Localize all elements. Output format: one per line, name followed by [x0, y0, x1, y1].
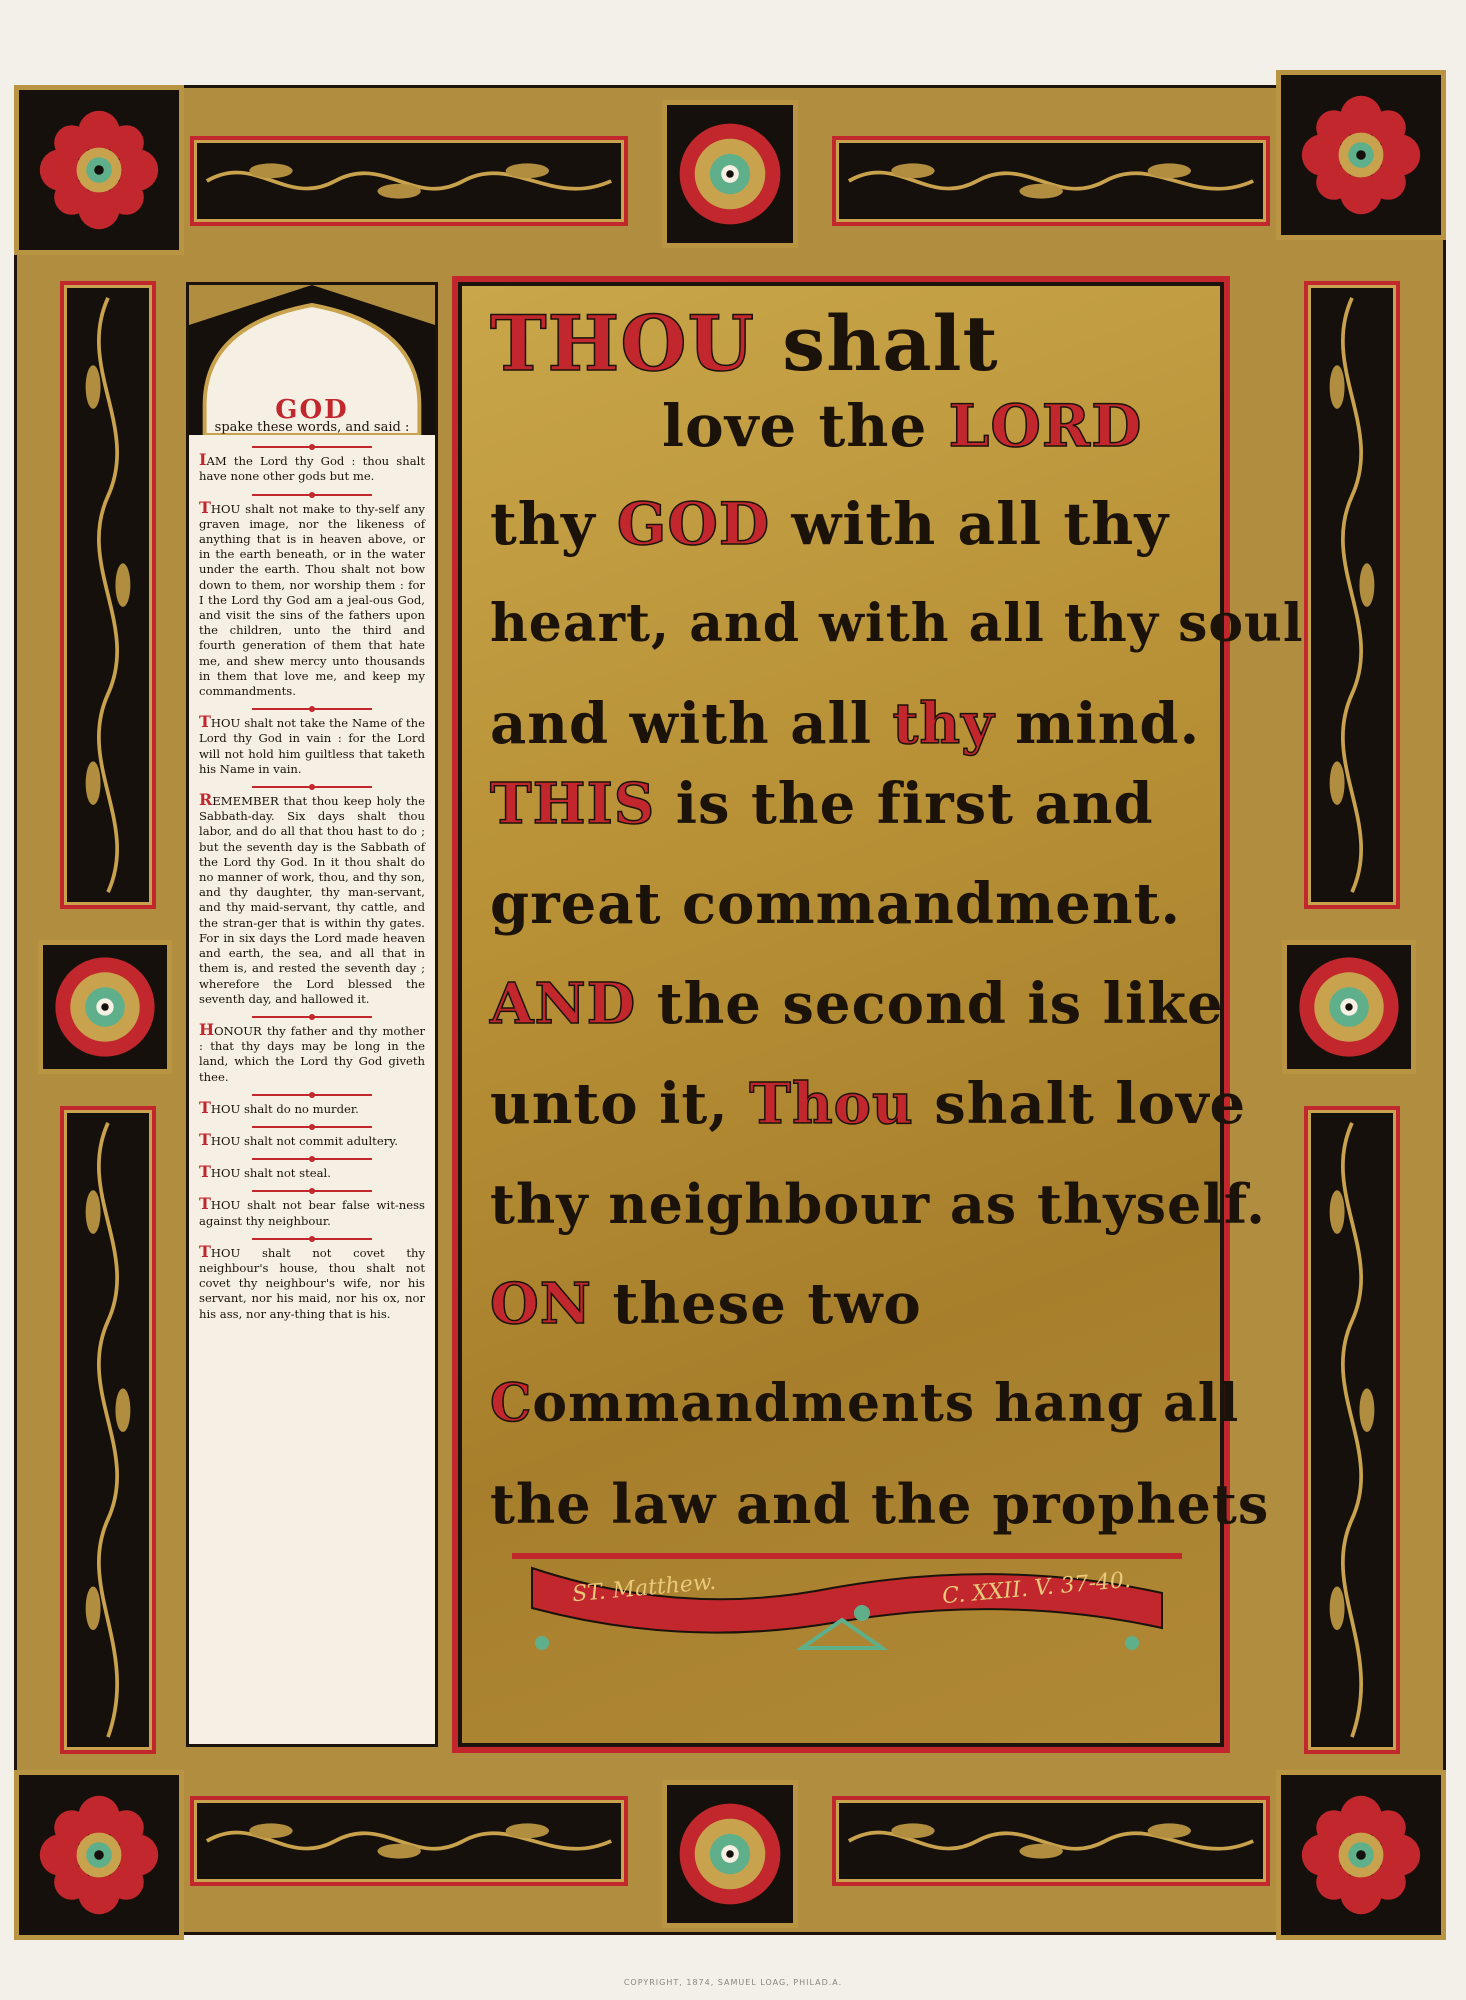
commandment-text: HOU shalt not commit adultery.	[210, 1133, 398, 1148]
commandments-text	[199, 395, 425, 1322]
vine-ornament	[67, 1113, 149, 1747]
drop-cap: I	[199, 450, 207, 470]
scripture-line-4	[490, 574, 1304, 674]
commandment-divider	[199, 1088, 425, 1096]
flower-medallion-icon	[667, 105, 793, 243]
scripture-line-2	[662, 376, 1362, 476]
commandment-divider	[199, 1010, 425, 1018]
line-text: love the	[662, 392, 949, 460]
commandment-text: HOU shalt not make to thy-self any graven image, nor the likeness of anything that is in heaven above, or in the earth beneath, or in the water under the earth. Thou shalt not bow down to them, nor worship them : for I the Lord thy God am a jeal-ous God, and visit the sins of the fathers upon the children, unto the third and fourth generation of them that hate me, and shew mercy unto thousands in them that love me, and keep my commandments.	[199, 501, 425, 699]
line-text: these two	[591, 1271, 922, 1337]
commandment-divider	[199, 440, 425, 448]
drop-cap: T	[199, 1241, 211, 1261]
great-commandment-panel	[458, 282, 1304, 1747]
illuminated-word: Thou	[749, 1071, 914, 1137]
corner-rosette-top-left	[14, 85, 184, 255]
commandment-6	[199, 1097, 425, 1117]
scripture-line-3	[490, 474, 1190, 574]
ten-commandments-column	[186, 282, 438, 1747]
commandment-9	[199, 1196, 425, 1228]
medallion-left	[38, 940, 172, 1074]
commandment-text: EMEMBER that thou keep holy the Sabbath-day. Six days shalt thou labor, and do all that thou hast to do ; but the seventh day is the Sabbath of the Lord thy God. In it thou shalt do no manner of work, thou, and thy son, and thy daughter, thy man-servant, and thy maid-servant, thy cattle, and the stran-ger that is within thy gates. For in six days the Lord made heaven and earth, the sea, and all that in them is, and rested the seventh day ; wherefore the Lord blessed the seventh day, and hallowed it.	[199, 794, 425, 1006]
commandment-1	[199, 452, 425, 484]
commandment-list	[199, 440, 425, 1322]
vine-ornament	[67, 288, 149, 902]
line-text: mind.	[994, 691, 1201, 757]
commandment-10	[199, 1241, 425, 1322]
citation-banner	[502, 1548, 1192, 1658]
commandment-text: HOU shalt not steal.	[210, 1166, 331, 1181]
illuminated-word: C	[490, 1373, 533, 1434]
commandment-divider	[199, 1120, 425, 1128]
medallion-bottom	[662, 1780, 798, 1928]
line-text: great commandment.	[490, 871, 1182, 937]
flower-medallion-icon	[1287, 945, 1411, 1069]
rosette-icon	[19, 90, 179, 250]
commandment-divider	[199, 702, 425, 710]
scripture-line-9	[490, 1054, 1247, 1154]
flower-medallion-icon	[667, 1785, 793, 1923]
line-text: the second is like	[636, 971, 1224, 1037]
vine-ornament	[1311, 1113, 1393, 1747]
commandment-2	[199, 497, 425, 700]
illuminated-word: AND	[490, 971, 637, 1037]
column-subheading: spake these words, and said :	[214, 420, 410, 436]
flower-medallion-icon	[43, 945, 167, 1069]
commandment-text: HOU shalt not bear false wit-ness against thy neighbour.	[199, 1198, 425, 1228]
rosette-icon	[1281, 75, 1441, 235]
scripture-line-10	[490, 1154, 1266, 1254]
rosette-icon	[19, 1775, 179, 1935]
commandment-divider	[199, 1232, 425, 1240]
commandment-5	[199, 1019, 425, 1085]
commandment-text: HOU shalt not covet thy neighbour's house, thou shalt not covet thy neighbour's wife, nor his servant, nor his maid, nor his ox, nor his ass, nor any-thing that is his.	[199, 1245, 425, 1321]
bottom-band-left	[194, 1800, 624, 1882]
corner-rosette-bottom-left	[14, 1770, 184, 1940]
commandment-4	[199, 792, 425, 1007]
scripture-line-7	[490, 854, 1190, 954]
leaf-scroll-ornament	[839, 1803, 1263, 1879]
line-text: thy	[490, 490, 617, 558]
scripture-line-13	[490, 1454, 1270, 1554]
line-text: thy neighbour as thyself.	[490, 1172, 1266, 1236]
commandment-8	[199, 1164, 425, 1181]
scripture-line-12	[490, 1354, 1240, 1454]
leaf-scroll-ornament	[197, 1803, 621, 1879]
commandment-text: HOU shalt do no murder.	[210, 1101, 359, 1116]
line-text: with all thy	[770, 490, 1170, 558]
drop-cap: R	[199, 790, 213, 810]
drop-cap: T	[199, 1194, 211, 1214]
medallion-top	[662, 100, 798, 248]
line-text: the law and the prophets	[490, 1472, 1270, 1536]
line-text: shalt love	[913, 1071, 1247, 1137]
medallion-right	[1282, 940, 1416, 1074]
line-text: and with all	[490, 691, 893, 757]
drop-cap: T	[199, 1097, 211, 1117]
copyright-line: COPYRIGHT, 1874, SAMUEL LOAG, PHILAD.A.	[623, 1978, 843, 1987]
commandment-text: HOU shalt not take the Name of the Lord thy God in vain : for the Lord will not hold him guiltless that taketh his Name in vain.	[199, 716, 425, 776]
drop-cap: T	[199, 712, 211, 732]
bottom-band-right	[836, 1800, 1266, 1882]
citation-book: ST. Matthew.	[571, 1569, 718, 1608]
rosette-icon	[1281, 1775, 1441, 1935]
left-band-upper	[64, 285, 152, 905]
top-band-left	[194, 140, 624, 222]
commandment-divider	[199, 488, 425, 496]
corner-rosette-bottom-right	[1276, 1770, 1446, 1940]
top-band-right	[836, 140, 1266, 222]
line-text: is the first and	[655, 771, 1154, 837]
line-text: ommandments hang all	[532, 1373, 1240, 1434]
drop-cap: T	[199, 1129, 211, 1149]
right-band-lower	[1308, 1110, 1396, 1750]
column-heading: GOD	[275, 395, 349, 425]
drop-cap: T	[199, 497, 211, 517]
illuminated-word: GOD	[616, 490, 771, 558]
commandment-7	[199, 1129, 425, 1149]
scripture-line-11	[490, 1254, 1190, 1354]
leaf-scroll-ornament	[839, 143, 1263, 219]
commandment-text: ONOUR thy father and thy mother : that thy days may be long in the land, which the Lord thy God giveth thee.	[199, 1023, 425, 1084]
line-text: heart, and with all thy soul	[490, 593, 1304, 654]
commandment-3	[199, 714, 425, 777]
illuminated-word: ON	[490, 1271, 592, 1337]
line-text: unto it,	[490, 1071, 750, 1137]
commandment-text: AM the Lord thy God : thou shalt have none other gods but me.	[199, 454, 425, 484]
illuminated-word: thy	[892, 691, 995, 757]
illuminated-word: LORD	[948, 392, 1143, 460]
citation-verse: C. XXII. V. 37-40.	[941, 1567, 1132, 1610]
illuminated-word: THIS	[490, 771, 656, 837]
commandment-divider	[199, 1184, 425, 1192]
left-band-lower	[64, 1110, 152, 1750]
commandment-divider	[199, 780, 425, 788]
corner-rosette-top-right	[1276, 70, 1446, 240]
drop-cap: T	[199, 1162, 211, 1182]
leaf-scroll-ornament	[197, 143, 621, 219]
commandment-divider	[199, 1152, 425, 1160]
illuminated-word: THOU	[490, 299, 755, 388]
scripture-line-8	[490, 954, 1224, 1054]
drop-cap: H	[199, 1019, 215, 1039]
line-text: shalt	[754, 299, 999, 388]
scripture-line-6	[490, 754, 1190, 854]
